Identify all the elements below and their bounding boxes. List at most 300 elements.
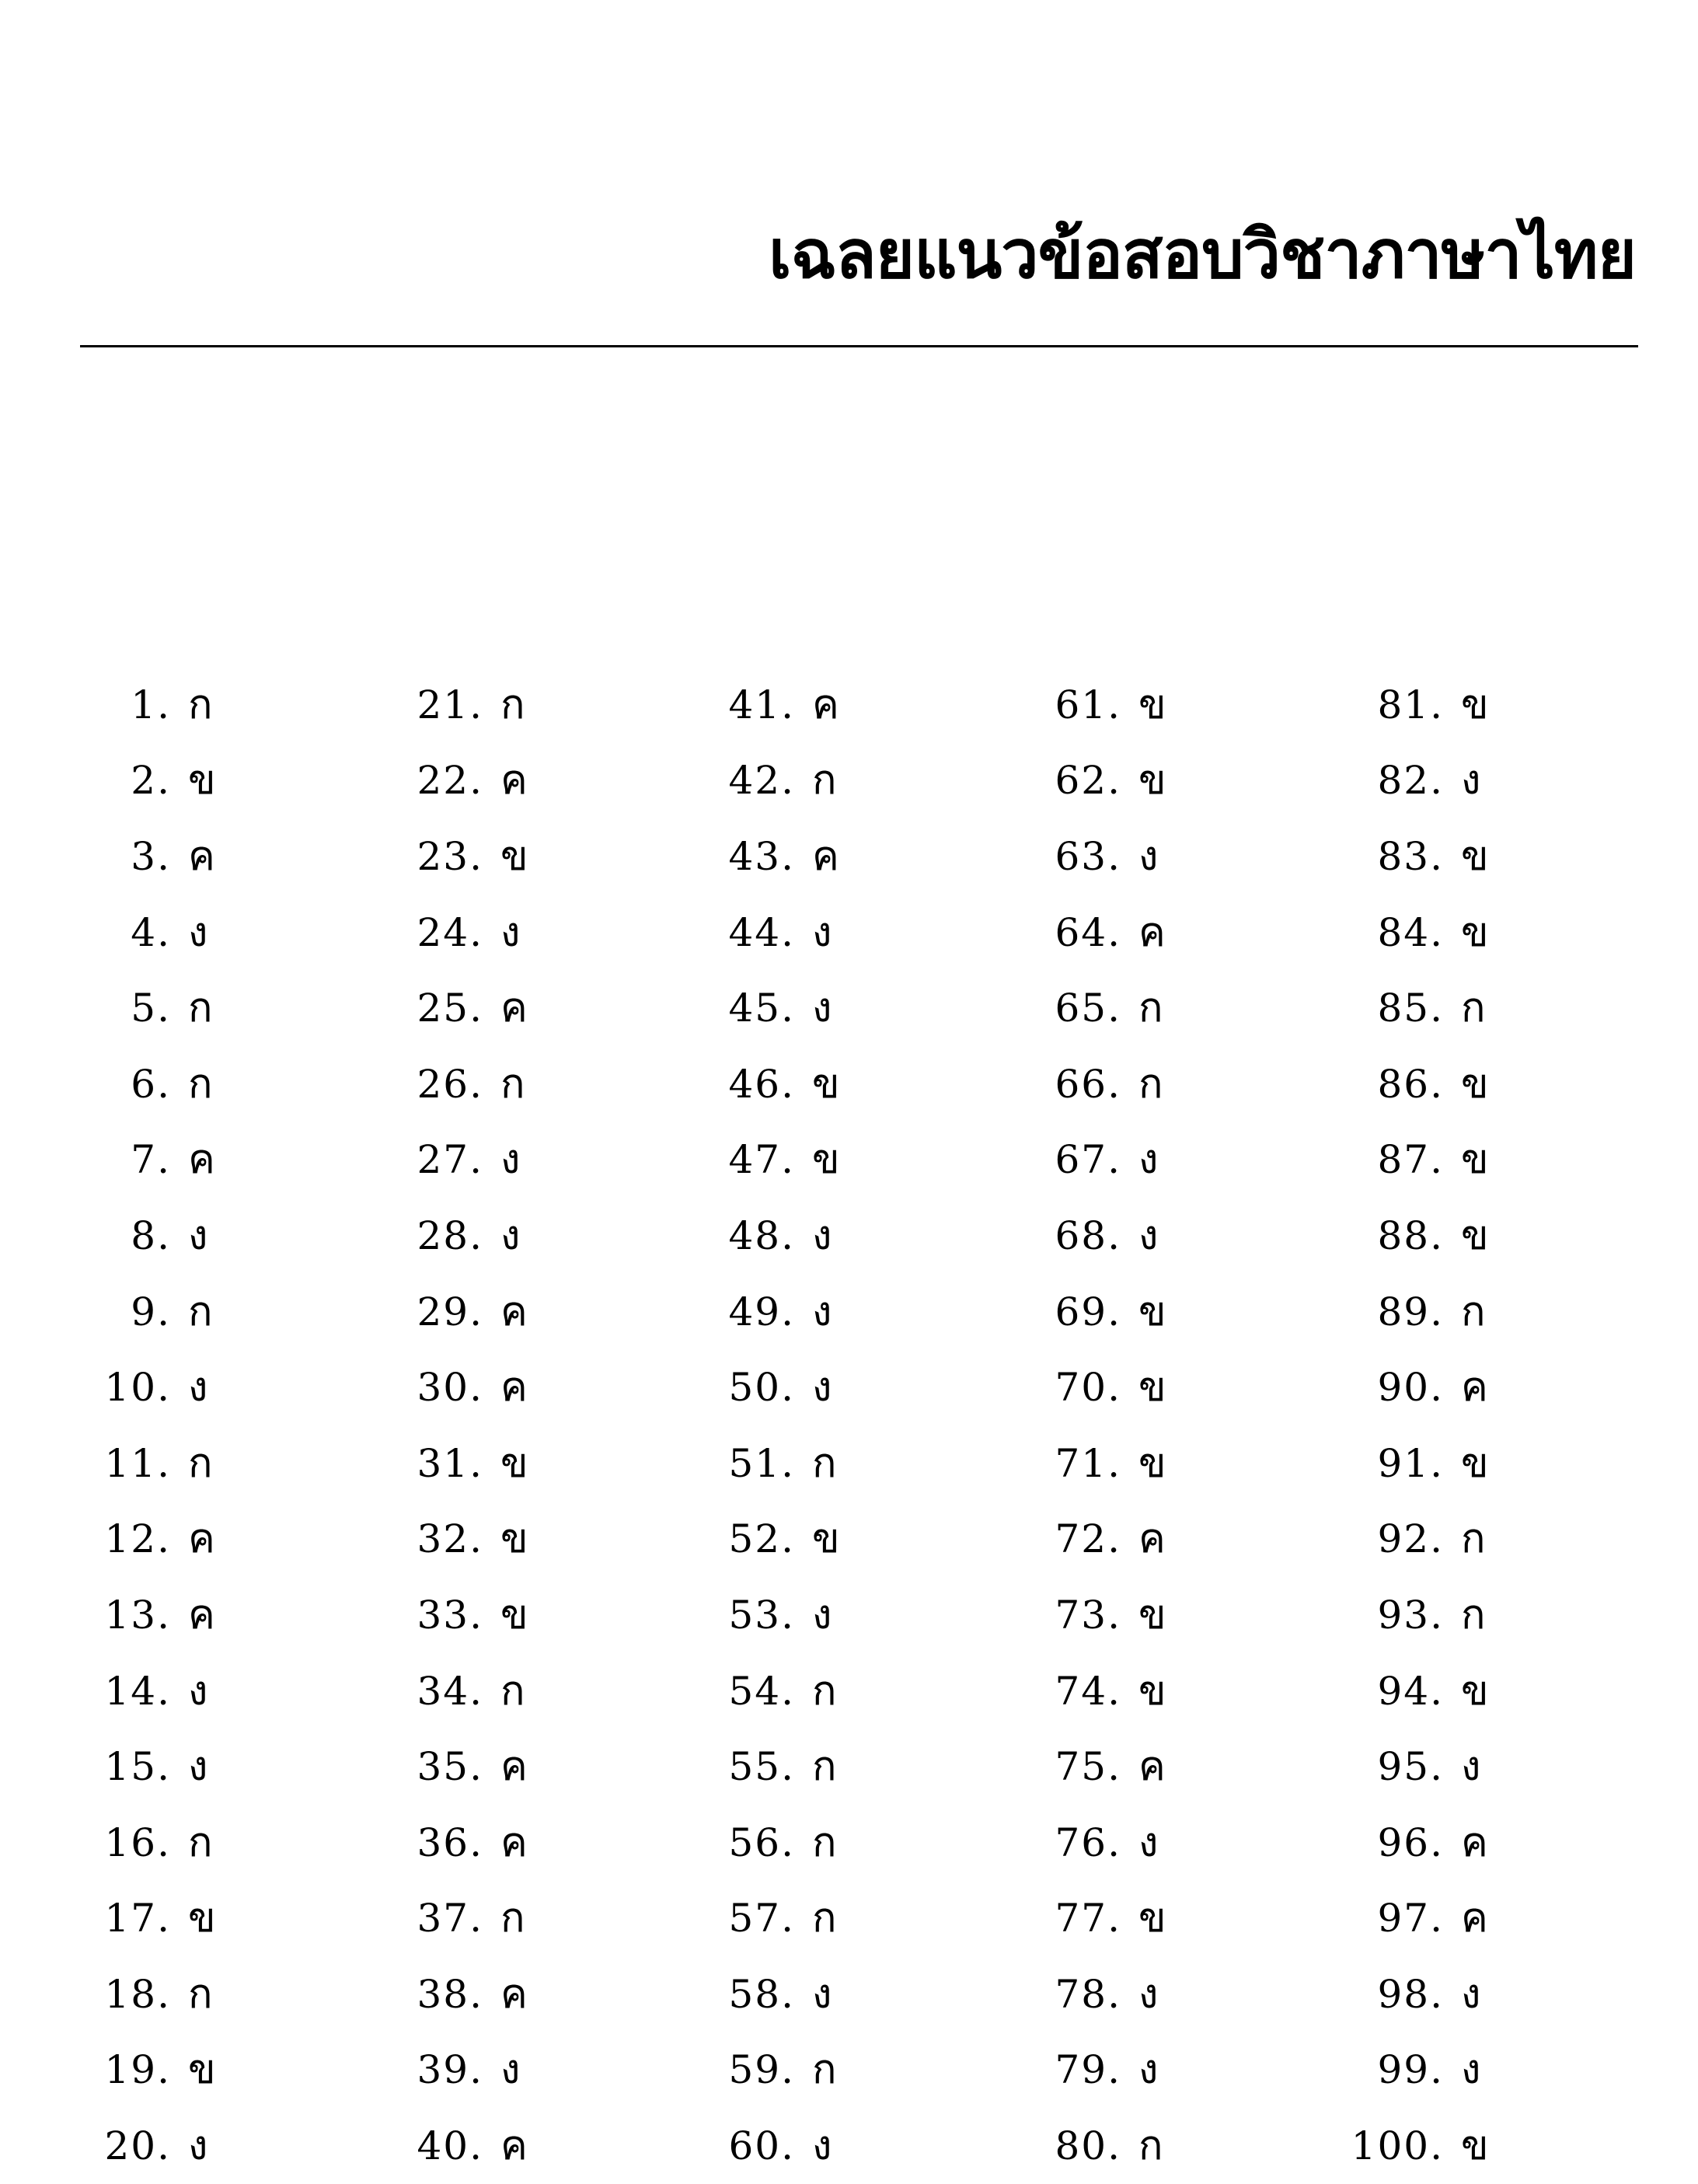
answer-choice: ข — [1461, 1136, 1489, 1184]
answer-item — [359, 1956, 608, 2032]
answer-choice: ค — [500, 757, 528, 804]
answer-choice: ค — [500, 1288, 528, 1335]
answer-item — [1320, 1577, 1568, 1653]
answer-choice: ข — [1138, 757, 1166, 804]
answer-item — [671, 1881, 919, 1957]
question-number: 30. — [417, 1365, 483, 1411]
question-number: 58. — [728, 1971, 795, 2017]
question-number: 48. — [728, 1212, 795, 1258]
answer-item — [997, 1122, 1246, 1198]
answer-choice: ข — [812, 1060, 840, 1108]
answer-choice: ง — [1138, 832, 1159, 880]
answer-choice: ก — [1138, 2123, 1163, 2170]
answer-choice: ข — [500, 1439, 528, 1487]
question-number: 24. — [417, 909, 483, 955]
answer-item — [671, 1729, 919, 1805]
answer-item — [997, 2108, 1246, 2184]
answer-item — [1320, 1729, 1568, 1805]
answer-item — [671, 1805, 919, 1881]
question-number: 97. — [1377, 1896, 1444, 1942]
question-number: 98. — [1377, 1971, 1444, 2017]
question-number: 83. — [1377, 833, 1444, 879]
question-number: 13. — [104, 1592, 171, 1638]
question-number: 88. — [1377, 1212, 1444, 1258]
answer-choice: ข — [1138, 1439, 1166, 1487]
question-number: 72. — [1055, 1516, 1121, 1562]
answer-choice: ง — [1138, 1819, 1159, 1866]
answer-choice: ง — [188, 1743, 208, 1791]
answer-item — [1320, 818, 1568, 895]
question-number: 12. — [104, 1516, 171, 1562]
question-number: 75. — [1055, 1744, 1121, 1790]
answer-choice: ก — [188, 1819, 213, 1866]
answer-choice: ค — [1461, 1819, 1488, 1866]
answer-choice: ข — [1138, 1364, 1166, 1411]
question-number: 40. — [417, 2123, 483, 2169]
answer-item — [47, 1046, 295, 1122]
answer-item — [671, 895, 919, 971]
answer-item — [359, 895, 608, 971]
answer-item — [671, 743, 919, 819]
answer-choice: ง — [812, 909, 832, 956]
question-number: 91. — [1377, 1440, 1444, 1486]
answer-choice: ข — [1461, 1060, 1489, 1108]
page-title: เฉลยแนวข้อสอบวิชาภาษาไทย — [769, 216, 1636, 294]
answer-item — [997, 895, 1246, 971]
answer-item — [359, 1122, 608, 1198]
answer-item — [47, 2032, 295, 2109]
answer-choice: ข — [812, 1136, 840, 1184]
answer-item — [997, 1577, 1246, 1653]
question-number: 16. — [104, 1819, 171, 1865]
answer-choice: ข — [188, 1895, 216, 1942]
question-number: 2. — [131, 758, 171, 804]
answer-choice: ง — [500, 2046, 521, 2094]
answer-choice: ง — [1461, 2046, 1481, 2094]
answer-choice: ก — [1461, 1591, 1486, 1638]
answer-choice: ง — [1461, 757, 1481, 804]
answer-item — [997, 1956, 1246, 2032]
question-number: 43. — [728, 833, 795, 879]
answer-item — [47, 1653, 295, 1729]
answer-choice: ก — [812, 757, 837, 804]
question-number: 15. — [104, 1744, 171, 1790]
answer-item — [671, 1577, 919, 1653]
question-number: 9. — [131, 1289, 171, 1334]
question-number: 93. — [1377, 1592, 1444, 1638]
answer-item — [47, 667, 295, 743]
answer-item — [47, 970, 295, 1046]
question-number: 66. — [1055, 1061, 1121, 1107]
answer-item — [359, 1274, 608, 1350]
answer-item — [1320, 1425, 1568, 1502]
question-number: 27. — [417, 1137, 483, 1183]
answer-item — [671, 2032, 919, 2109]
answer-choice: ค — [500, 1970, 528, 2018]
answer-choice: ง — [188, 1667, 208, 1715]
answer-item — [359, 1805, 608, 1881]
answer-item — [359, 1729, 608, 1805]
answer-item — [47, 2108, 295, 2184]
answer-choice: ข — [188, 757, 216, 804]
answer-item — [359, 1502, 608, 1578]
title-divider — [80, 345, 1638, 347]
question-number: 5. — [131, 986, 171, 1031]
answer-choice: ก — [1461, 985, 1486, 1032]
question-number: 53. — [728, 1592, 795, 1638]
answer-choice: ง — [812, 1970, 832, 2018]
answer-choice: ข — [812, 1516, 840, 1563]
answer-choice: ง — [500, 909, 521, 956]
answer-item — [1320, 970, 1568, 1046]
answer-item — [671, 970, 919, 1046]
question-number: 68. — [1055, 1212, 1121, 1258]
question-number: 63. — [1055, 833, 1121, 879]
answer-item — [359, 1653, 608, 1729]
answer-item — [997, 743, 1246, 819]
answer-choice: ก — [500, 1667, 525, 1715]
answer-item — [359, 743, 608, 819]
answer-choice: ค — [1138, 1743, 1166, 1791]
answer-item — [1320, 1653, 1568, 1729]
question-number: 11. — [104, 1440, 171, 1486]
question-number: 33. — [417, 1592, 483, 1638]
answer-column — [671, 667, 919, 2184]
answer-choice: ง — [500, 1212, 521, 1259]
answer-item — [47, 1956, 295, 2032]
answer-choice: ข — [1138, 1288, 1166, 1335]
answer-column — [359, 667, 608, 2184]
answer-item — [359, 667, 608, 743]
answer-choice: ค — [500, 1364, 528, 1411]
answer-choice: ข — [1138, 1667, 1166, 1715]
answer-choice: ค — [500, 1743, 528, 1791]
answer-item — [47, 818, 295, 895]
question-number: 25. — [417, 986, 483, 1031]
answer-item — [1320, 1805, 1568, 1881]
answer-item — [997, 970, 1246, 1046]
answer-choice: ก — [188, 985, 213, 1032]
question-number: 26. — [417, 1061, 483, 1107]
answer-item — [1320, 1198, 1568, 1274]
answer-item — [671, 1122, 919, 1198]
answer-item — [359, 1577, 608, 1653]
answer-choice: ง — [812, 1591, 832, 1638]
answer-choice: ก — [188, 1288, 213, 1335]
answer-item — [1320, 2032, 1568, 2109]
answer-item — [47, 743, 295, 819]
question-number: 18. — [104, 1971, 171, 2017]
question-number: 99. — [1377, 2047, 1444, 2093]
answer-choice: ข — [500, 1516, 528, 1563]
answer-item — [359, 1198, 608, 1274]
answer-choice: ก — [188, 1439, 213, 1487]
answer-item — [47, 1425, 295, 1502]
question-number: 90. — [1377, 1365, 1444, 1411]
answer-item — [359, 1881, 608, 1957]
answer-choice: ก — [1461, 1288, 1486, 1335]
answer-choice: ก — [500, 1895, 525, 1942]
answer-choice: ค — [1138, 909, 1166, 956]
answer-choice: ข — [1461, 2123, 1489, 2170]
question-number: 95. — [1377, 1744, 1444, 1790]
answer-choice: ก — [812, 1743, 837, 1791]
answer-choice: ก — [500, 681, 525, 728]
answer-item — [671, 1274, 919, 1350]
answer-item — [1320, 1046, 1568, 1122]
answer-choice: ข — [1138, 1895, 1166, 1942]
question-number: 65. — [1055, 986, 1121, 1031]
question-number: 76. — [1055, 1819, 1121, 1865]
question-number: 86. — [1377, 1061, 1444, 1107]
answer-column — [47, 667, 295, 2184]
answer-item — [671, 1425, 919, 1502]
question-number: 61. — [1055, 682, 1121, 727]
answer-item — [671, 1046, 919, 1122]
answer-item — [997, 1502, 1246, 1578]
question-number: 84. — [1377, 909, 1444, 955]
question-number: 8. — [131, 1212, 171, 1258]
answer-choice: ข — [1461, 1667, 1489, 1715]
answer-choice: ง — [188, 909, 208, 956]
question-number: 31. — [417, 1440, 483, 1486]
answer-item — [47, 1349, 295, 1425]
answer-choice: ก — [1138, 985, 1163, 1032]
answer-item — [671, 1653, 919, 1729]
answer-choice: ง — [812, 1364, 832, 1411]
question-number: 29. — [417, 1289, 483, 1334]
answer-choice: ข — [500, 1591, 528, 1638]
answer-choice: ง — [812, 1212, 832, 1259]
answer-item — [671, 1502, 919, 1578]
question-number: 79. — [1055, 2047, 1121, 2093]
answer-choice: ข — [1461, 909, 1489, 956]
answer-choice: ข — [1461, 1439, 1489, 1487]
question-number: 20. — [104, 2123, 171, 2169]
question-number: 56. — [728, 1819, 795, 1865]
question-number: 32. — [417, 1516, 483, 1562]
answer-choice: ค — [188, 832, 215, 880]
question-number: 81. — [1377, 682, 1444, 727]
question-number: 45. — [728, 986, 795, 1031]
answer-item — [47, 1729, 295, 1805]
answer-item — [997, 1881, 1246, 1957]
answer-item — [997, 1349, 1246, 1425]
answer-choice: ก — [812, 1667, 837, 1715]
answer-choice: ค — [500, 1819, 528, 1866]
answer-item — [359, 1046, 608, 1122]
answer-item — [47, 1577, 295, 1653]
answer-item — [997, 1198, 1246, 1274]
question-number: 57. — [728, 1896, 795, 1942]
answer-choice: ข — [1461, 832, 1489, 880]
answer-item — [359, 818, 608, 895]
answer-choice: ค — [812, 832, 839, 880]
question-number: 82. — [1377, 758, 1444, 804]
question-number: 55. — [728, 1744, 795, 1790]
answer-choice: ก — [812, 2046, 837, 2094]
answer-item — [1320, 1956, 1568, 2032]
question-number: 1. — [131, 682, 171, 727]
answer-choice: ข — [1461, 681, 1489, 728]
answer-choice: ก — [1461, 1516, 1486, 1563]
answer-choice: ง — [500, 1136, 521, 1184]
answer-choice: ค — [188, 1516, 215, 1563]
question-number: 51. — [728, 1440, 795, 1486]
answer-item — [997, 1653, 1246, 1729]
question-number: 4. — [131, 909, 171, 955]
question-number: 46. — [728, 1061, 795, 1107]
answer-item — [1320, 1274, 1568, 1350]
answer-key-grid — [0, 667, 1698, 2182]
answer-choice: ค — [188, 1591, 215, 1638]
question-number: 42. — [728, 758, 795, 804]
answer-item — [1320, 743, 1568, 819]
question-number: 54. — [728, 1668, 795, 1714]
question-number: 80. — [1055, 2123, 1121, 2169]
answer-choice: ง — [1461, 1970, 1481, 2018]
question-number: 50. — [728, 1365, 795, 1411]
answer-item — [47, 1805, 295, 1881]
answer-choice: ข — [1461, 1212, 1489, 1259]
question-number: 14. — [104, 1668, 171, 1714]
answer-item — [47, 1198, 295, 1274]
answer-item — [359, 2032, 608, 2109]
answer-item — [1320, 1122, 1568, 1198]
answer-choice: ข — [1138, 1591, 1166, 1638]
question-number: 41. — [728, 682, 795, 727]
answer-choice: ค — [500, 2123, 528, 2170]
question-number: 70. — [1055, 1365, 1121, 1411]
question-number: 69. — [1055, 1289, 1121, 1334]
question-number: 37. — [417, 1896, 483, 1942]
question-number: 10. — [104, 1365, 171, 1411]
answer-item — [997, 667, 1246, 743]
answer-item — [997, 818, 1246, 895]
question-number: 52. — [728, 1516, 795, 1562]
answer-choice: ค — [812, 681, 839, 728]
answer-choice: ง — [1138, 2046, 1159, 2094]
answer-item — [997, 2032, 1246, 2109]
answer-item — [359, 2108, 608, 2184]
question-number: 62. — [1055, 758, 1121, 804]
answer-item — [47, 1122, 295, 1198]
question-number: 100. — [1351, 2123, 1444, 2169]
answer-choice: ง — [1461, 1743, 1481, 1791]
answer-choice: ง — [188, 1364, 208, 1411]
answer-choice: ค — [1461, 1364, 1488, 1411]
answer-item — [359, 1425, 608, 1502]
answer-choice: ก — [188, 1060, 213, 1108]
answer-item — [47, 1502, 295, 1578]
answer-choice: ค — [500, 985, 528, 1032]
answer-choice: ง — [1138, 1970, 1159, 2018]
answer-item — [997, 1274, 1246, 1350]
question-number: 78. — [1055, 1971, 1121, 2017]
answer-item — [47, 1274, 295, 1350]
answer-choice: ง — [1138, 1212, 1159, 1259]
question-number: 39. — [417, 2047, 483, 2093]
answer-item — [359, 1349, 608, 1425]
answer-item — [1320, 1349, 1568, 1425]
answer-choice: ก — [812, 1895, 837, 1942]
answer-choice: ง — [812, 1288, 832, 1335]
answer-column — [1320, 667, 1568, 2184]
question-number: 36. — [417, 1819, 483, 1865]
answer-item — [997, 1729, 1246, 1805]
answer-choice: ก — [188, 681, 213, 728]
question-number: 74. — [1055, 1668, 1121, 1714]
question-number: 19. — [104, 2047, 171, 2093]
question-number: 92. — [1377, 1516, 1444, 1562]
answer-choice: ก — [1138, 1060, 1163, 1108]
answer-item — [671, 667, 919, 743]
answer-choice: ง — [1138, 1136, 1159, 1184]
question-number: 17. — [104, 1896, 171, 1942]
answer-item — [671, 1198, 919, 1274]
question-number: 59. — [728, 2047, 795, 2093]
question-number: 49. — [728, 1289, 795, 1334]
question-number: 34. — [417, 1668, 483, 1714]
question-number: 85. — [1377, 986, 1444, 1031]
answer-item — [997, 1805, 1246, 1881]
question-number: 67. — [1055, 1137, 1121, 1183]
question-number: 6. — [131, 1061, 171, 1107]
question-number: 96. — [1377, 1819, 1444, 1865]
question-number: 38. — [417, 1971, 483, 2017]
question-number: 28. — [417, 1212, 483, 1258]
answer-item — [1320, 1881, 1568, 1957]
answer-item — [359, 970, 608, 1046]
question-number: 23. — [417, 833, 483, 879]
question-number: 35. — [417, 1744, 483, 1790]
answer-choice: ก — [812, 1819, 837, 1866]
question-number: 21. — [417, 682, 483, 727]
answer-choice: ง — [812, 2123, 832, 2170]
answer-item — [671, 1349, 919, 1425]
answer-choice: ข — [188, 2046, 216, 2094]
question-number: 71. — [1055, 1440, 1121, 1486]
question-number: 89. — [1377, 1289, 1444, 1334]
answer-choice: ค — [1461, 1895, 1488, 1942]
question-number: 94. — [1377, 1668, 1444, 1714]
answer-choice: ง — [812, 985, 832, 1032]
question-number: 22. — [417, 758, 483, 804]
question-number: 77. — [1055, 1896, 1121, 1942]
answer-choice: ง — [188, 2123, 208, 2170]
answer-item — [671, 1956, 919, 2032]
answer-item — [47, 895, 295, 971]
answer-item — [997, 1425, 1246, 1502]
answer-choice: ข — [1138, 681, 1166, 728]
answer-choice: ก — [500, 1060, 525, 1108]
question-number: 3. — [131, 833, 171, 879]
answer-column — [997, 667, 1246, 2184]
answer-item — [997, 1046, 1246, 1122]
answer-choice: ก — [812, 1439, 837, 1487]
question-number: 7. — [131, 1137, 171, 1183]
question-number: 44. — [728, 909, 795, 955]
question-number: 47. — [728, 1137, 795, 1183]
answer-choice: ข — [500, 832, 528, 880]
answer-item — [1320, 2108, 1568, 2184]
question-number: 60. — [728, 2123, 795, 2169]
answer-choice: ก — [188, 1970, 213, 2018]
answer-choice: ค — [188, 1136, 215, 1184]
answer-item — [1320, 895, 1568, 971]
answer-item — [1320, 667, 1568, 743]
question-number: 73. — [1055, 1592, 1121, 1638]
